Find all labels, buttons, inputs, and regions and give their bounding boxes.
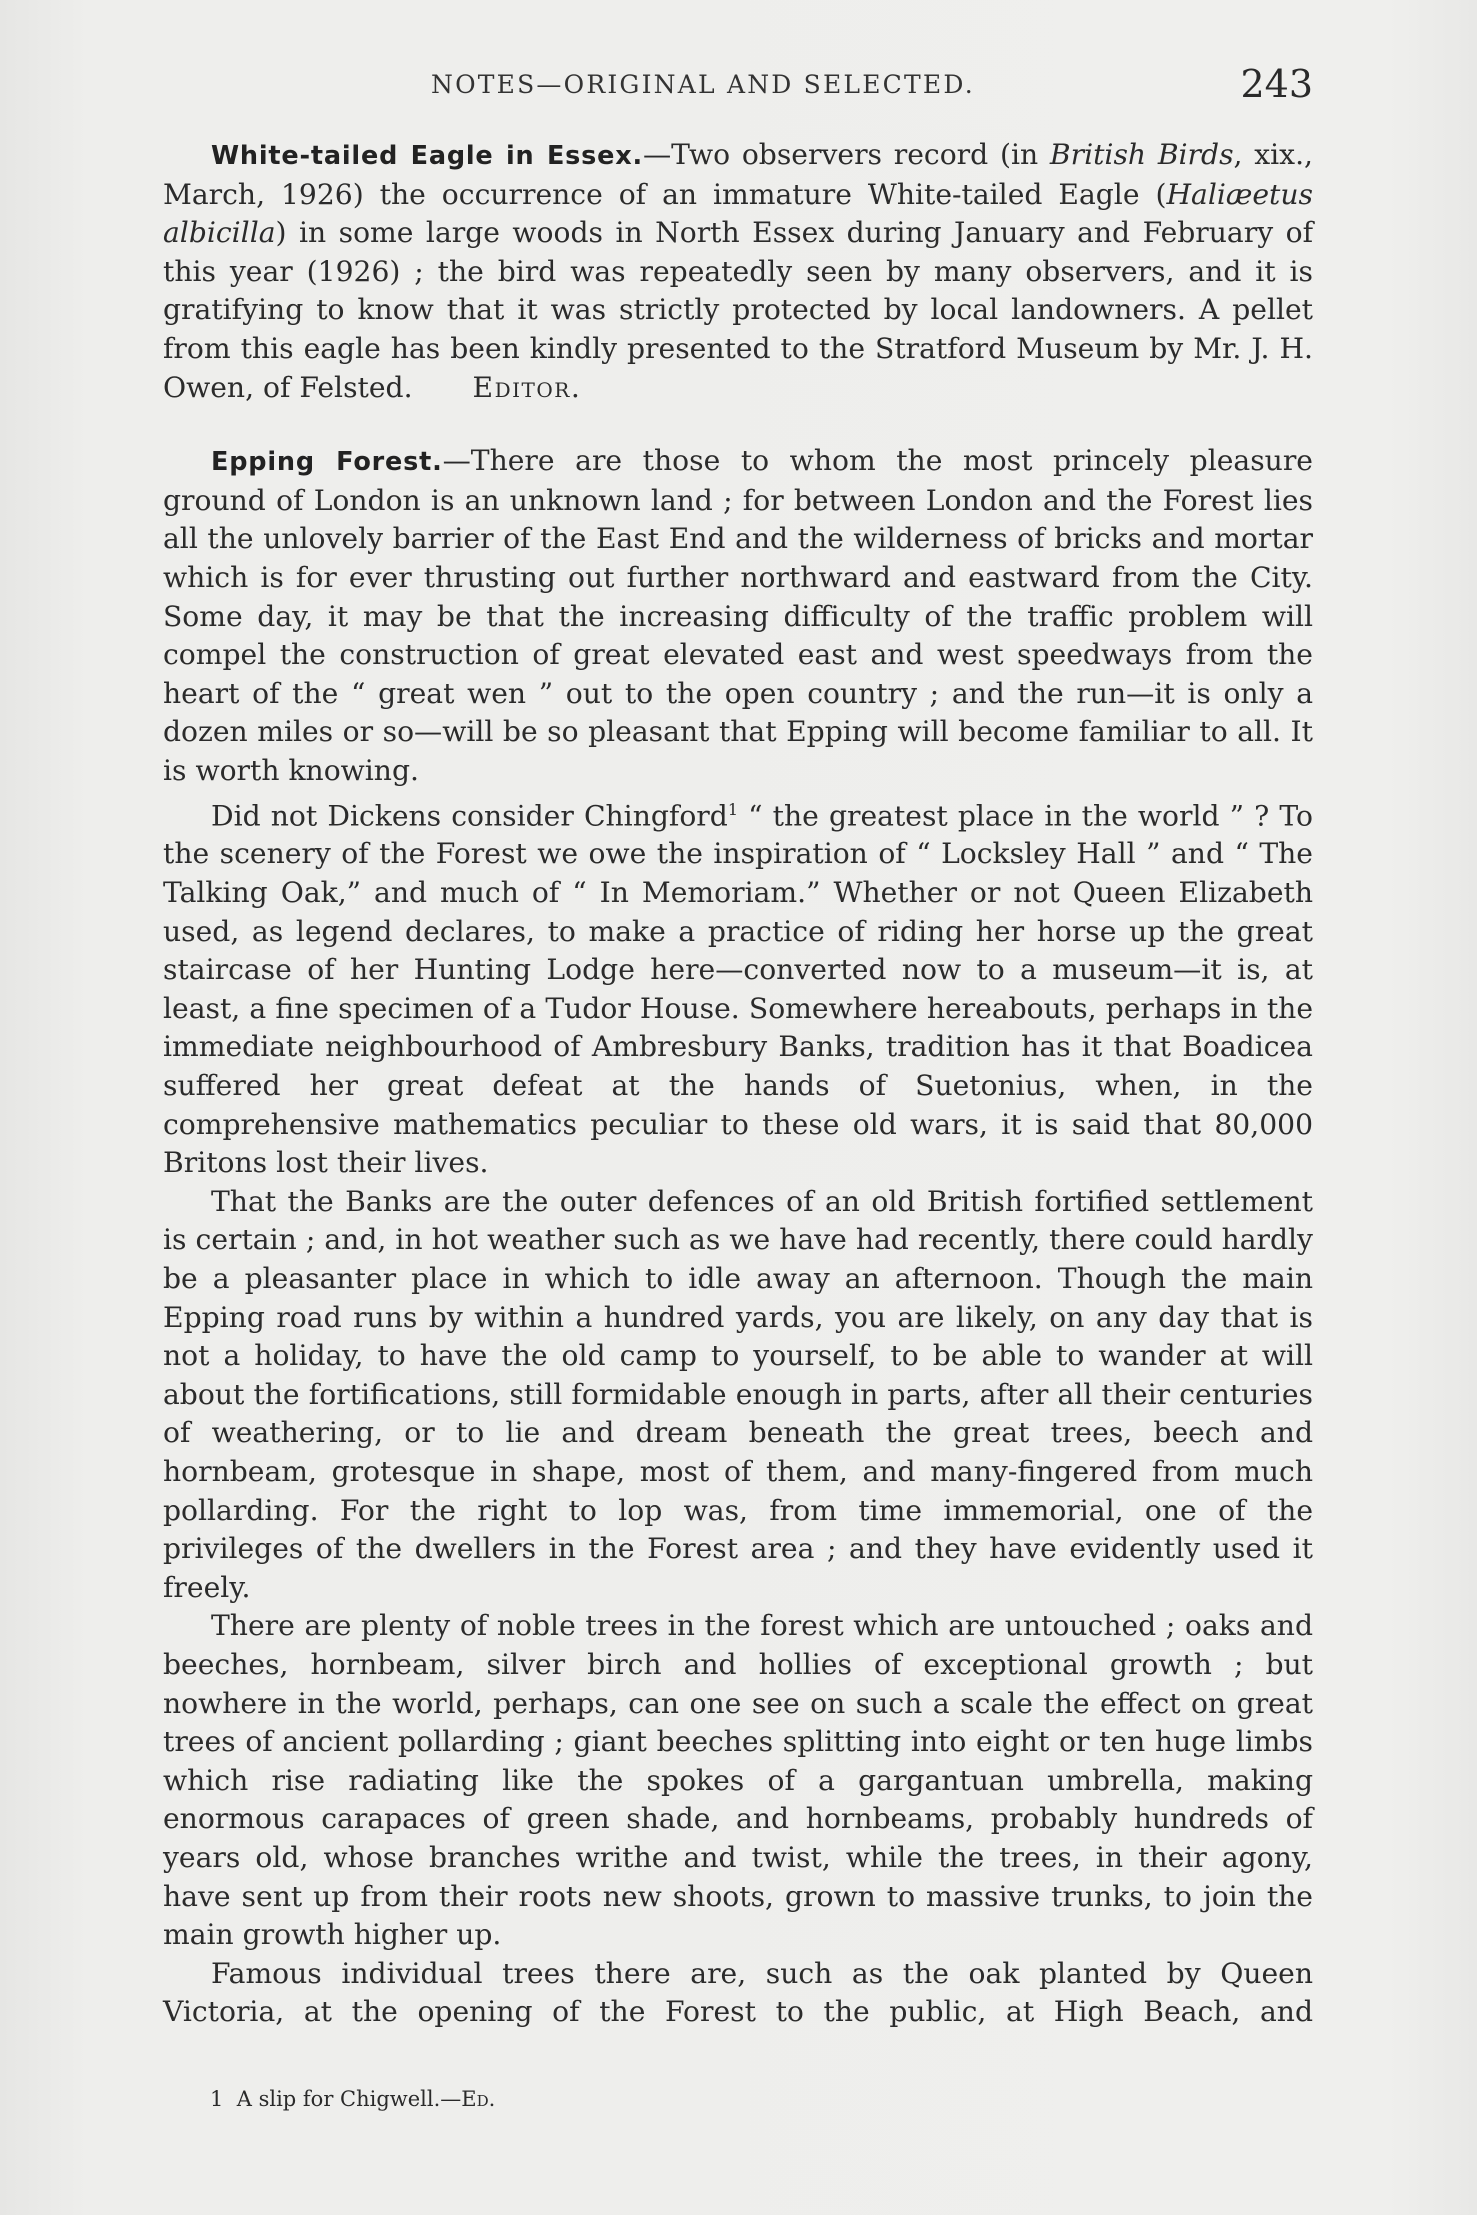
footnote-signature: Ed. — [461, 2087, 496, 2111]
note-text: ) in some large woods in North Essex during January and February of this year (1926) ; the bird was repeatedly seen by many observers, and it is gratifying to know that it was strictly protected by local landowners. A pellet from this eagle has been kindly presented to the Stratford Museum by Mr. J. H. Owen, of Felsted. — [163, 216, 1313, 404]
editor-signature: Editor. — [472, 370, 582, 404]
paragraph-text: Did not Dickens consider Chingford — [211, 798, 728, 832]
epping-paragraph-1 — [163, 442, 1313, 790]
note-white-tailed-eagle — [163, 136, 1313, 407]
epping-paragraph-5: Famous individual trees there are, such as the oak planted by Queen Victoria, at the opening of the Forest to the public, at High Beach, and — [163, 1956, 1313, 2029]
paragraph-text: “ the greatest place in the world ” ? To the scenery of the Forest we owe the inspiration of “ Locksley Hall ” and “ The Talking Oak,” and much of “ In Memoriam.” Whether or not Queen Elizabeth used, as legend declares, to make a practice of riding her horse up the great staircase of her Hunting Lodge here—converted now to a museum—it is, at least, a fine specimen of a Tudor House. Somewhere hereabouts, perhaps in the immediate neighbourhood of Ambresbury Banks, tradition has it that Boadicea suffered her great defeat at the hands of Suetonius, when, in the comprehensive mathematics peculiar to these old wars, it is said that 80,000 Britons lost their lives. — [163, 798, 1313, 1180]
species-name: Haliæetus albicilla — [163, 177, 1313, 250]
footnote-marker: 1 — [210, 2087, 224, 2111]
note-heading: Epping Forest. — [211, 447, 443, 478]
footnote-ref: 1 — [727, 799, 739, 819]
epping-paragraph-2 — [163, 791, 1313, 1183]
page-number: 243 — [1240, 62, 1313, 106]
page-body — [163, 136, 1313, 2032]
note-heading: White-tailed Eagle in Essex. — [211, 141, 643, 171]
note-text: —Two observers record (in — [642, 138, 1050, 171]
footnote — [210, 2087, 495, 2111]
paragraph-text: —There are those to whom the most princely pleasure ground of London is an unknown land ; for between London and the Forest lies all the unlovely barrier of the East End and the wilderness of bricks and mortar which is for ever thrusting out further northward and eastward from the City. Some day, it may be that the increasing difficulty of the traffic problem will compel the construction of great elevated east and west speedways from the heart of the “ great wen ” out to the open country ; and the run—it is only a dozen miles or so—will be so pleasant that Epping will become familiar to all. It is worth knowing. — [163, 444, 1313, 787]
footnote-text: A slip for Chigwell.— — [236, 2087, 462, 2111]
epping-paragraph-4: There are plenty of noble trees in the forest which are untouched ; oaks and beeches, hornbeam, silver birch and hollies of exceptional growth ; but nowhere in the world, perhaps, can one see on such a scale the effect on great trees of ancient pollarding ; giant beeches splitting into eight or ten huge limbs which rise radiating like the spokes of a gargantuan umbrella, making enormous carapaces of green shade, and hornbeams, probably hundreds of years old, whose branches writhe and twist, while the trees, in their agony, have sent up from their roots new shoots, grown to massive trunks, to join the main growth higher up. — [163, 1609, 1313, 1952]
note-text: , xix., March, 1926) the occurrence of an immature White-tailed Eagle ( — [163, 138, 1313, 211]
page-header — [163, 62, 1313, 122]
source-title: British Birds — [1049, 138, 1234, 171]
running-head: NOTES—ORIGINAL AND SELECTED. — [431, 70, 975, 99]
epping-paragraph-3: That the Banks are the outer defences of an old British fortified settlement is certain ; and, in hot weather such as we have had recently, there could hardly be a pleasanter place in which to idle away an afternoon. Though the main Epping road runs by within a hundred yards, you are likely, on any day that is not a holiday, to have the old camp to yourself, to be able to wander at will about the fortifications, still formidable enough in parts, after all their centuries of weathering, or to lie and dream beneath the great trees, beech and hornbeam, grotesque in shape, most of them, and many-fingered from much pollarding. For the right to lop was, from time immemorial, one of the privileges of the dwellers in the Forest area ; and they have evidently used it freely. — [163, 1184, 1313, 1604]
